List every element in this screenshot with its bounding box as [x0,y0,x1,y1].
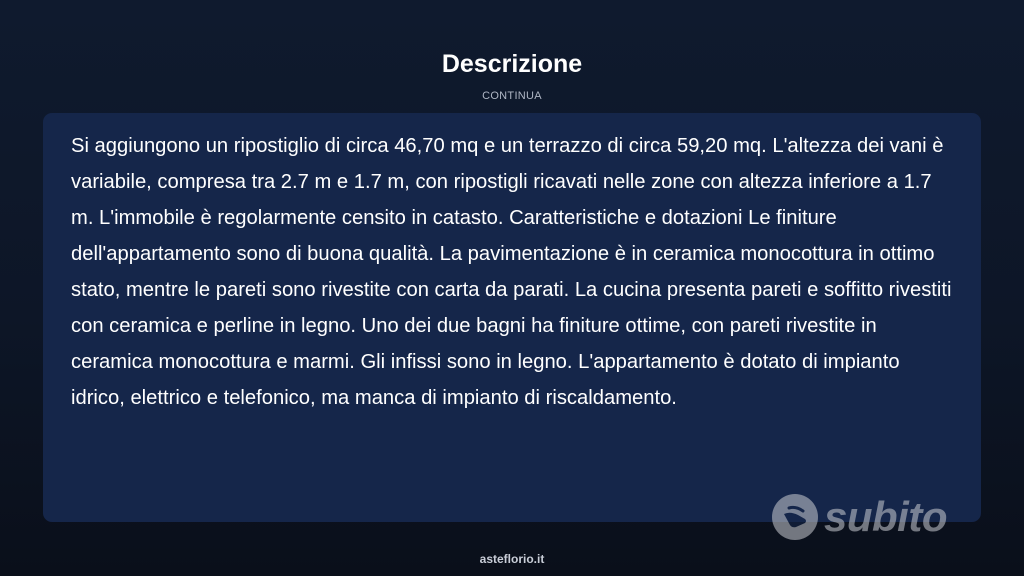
page-header [0,48,1024,103]
subito-logo-icon [772,494,818,540]
description-text: Si aggiungono un ripostiglio di circa 46,70 mq e un terrazzo di circa 59,20 mq. L'altezza dei vani è variabile, compresa tra 2.7 m e 1.7 m, con ripostigli ricavati nelle zone con altezza inferiore a 1.7 m. L'immobile è regolarmente censito in catasto. Caratteristiche e dotazioni Le finiture dell'appartamento sono di buona qualità. La pavimentazione è in ceramica monocottura in ottimo stato, mentre le pareti sono rivestite con carta da parati. La cucina presenta pareti e soffitto rivestiti con ceramica e perline in legno. Uno dei due bagni ha finiture ottime, con pareti rivestite in ceramica monocottura e marmi. Gli infissi sono in legno. L'appartamento è dotato di impianto idrico, elettrico e telefonico, ma manca di impianto di riscaldamento. [71,135,952,409]
page-subtitle: CONTINUA [482,90,542,102]
subito-logo-text: subito [824,493,947,540]
subito-watermark [772,492,947,542]
description-card [43,113,981,522]
page-title: Descrizione [441,50,583,78]
footer-site-name: asteflorio.it [479,552,545,566]
